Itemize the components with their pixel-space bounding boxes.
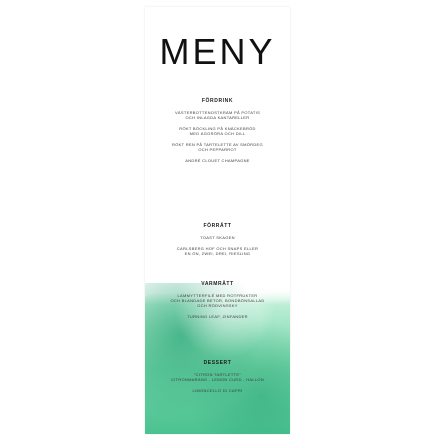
menu-item-line: ANDRÉ CLOUET CHAMPAGNE [185,158,250,163]
menu-item [145,293,290,308]
menu-item-line: CITRONMARÄNG - LEMON CURD - HALLON [170,377,265,382]
menu-item-line: VÄSTERBOTTENOSTKRÄM PÅ POTATIS [174,110,261,115]
menu-item-line: RÖKT REN PÅ TARTELETTE AV SMÖRDEG [172,142,263,147]
menu-item [145,126,290,136]
menu-item-line: MED ÄGGRÖRA OCH DILL [189,131,246,136]
section-heading: FÖRRÄTT [203,223,232,229]
section-forratt [145,223,290,262]
menu-item-line: "CITRON TARTLETTE" [193,372,242,377]
menu-item [145,142,290,152]
menu-item [145,235,290,240]
menu-item [145,372,290,382]
menu-item [145,110,290,120]
menu-item [145,246,290,256]
menu-item-line: TOAST SKAGEN [200,235,235,240]
menu-item-line: RÖKT BÖCKLING PÅ KNÄCKEBRÖD [179,126,256,131]
menu-card [145,7,290,434]
menu-item [145,388,290,393]
menu-item-line: EN ÖN, ZWEI, DREI, RIESLING [184,251,251,256]
menu-item [145,158,290,163]
menu-item-line: LIMONCELLO DI CAPRI [192,388,243,393]
menu-item-line: OCH INLAGDA KANTARELLER [185,115,250,120]
menu-item-line: CARLSBERG HOF OCH SNAPS ELLER [176,246,259,251]
section-fordrink [145,98,290,169]
section-dessert [145,360,290,399]
menu-item [145,314,290,319]
menu-item-line: OCH PEPPARROT [198,147,237,152]
menu-item-line: OCH BLANDADE BETOR, BONDBÖNSALLAD [170,298,265,303]
section-heading: DESSERT [203,360,232,366]
menu-item-line: LAMMYTTERFILÉ MED ROTFRUKTER [177,293,258,298]
menu-item-line: OCH RÖDVINSSKY [197,303,238,308]
section-varmratt [145,281,290,325]
section-heading: FÖRDRINK [201,98,234,104]
menu-title: MENY [159,31,276,72]
section-heading: VARMRÄTT [201,281,234,287]
menu-item-line: TURNING LEAF, ZINFANDER [187,314,248,319]
